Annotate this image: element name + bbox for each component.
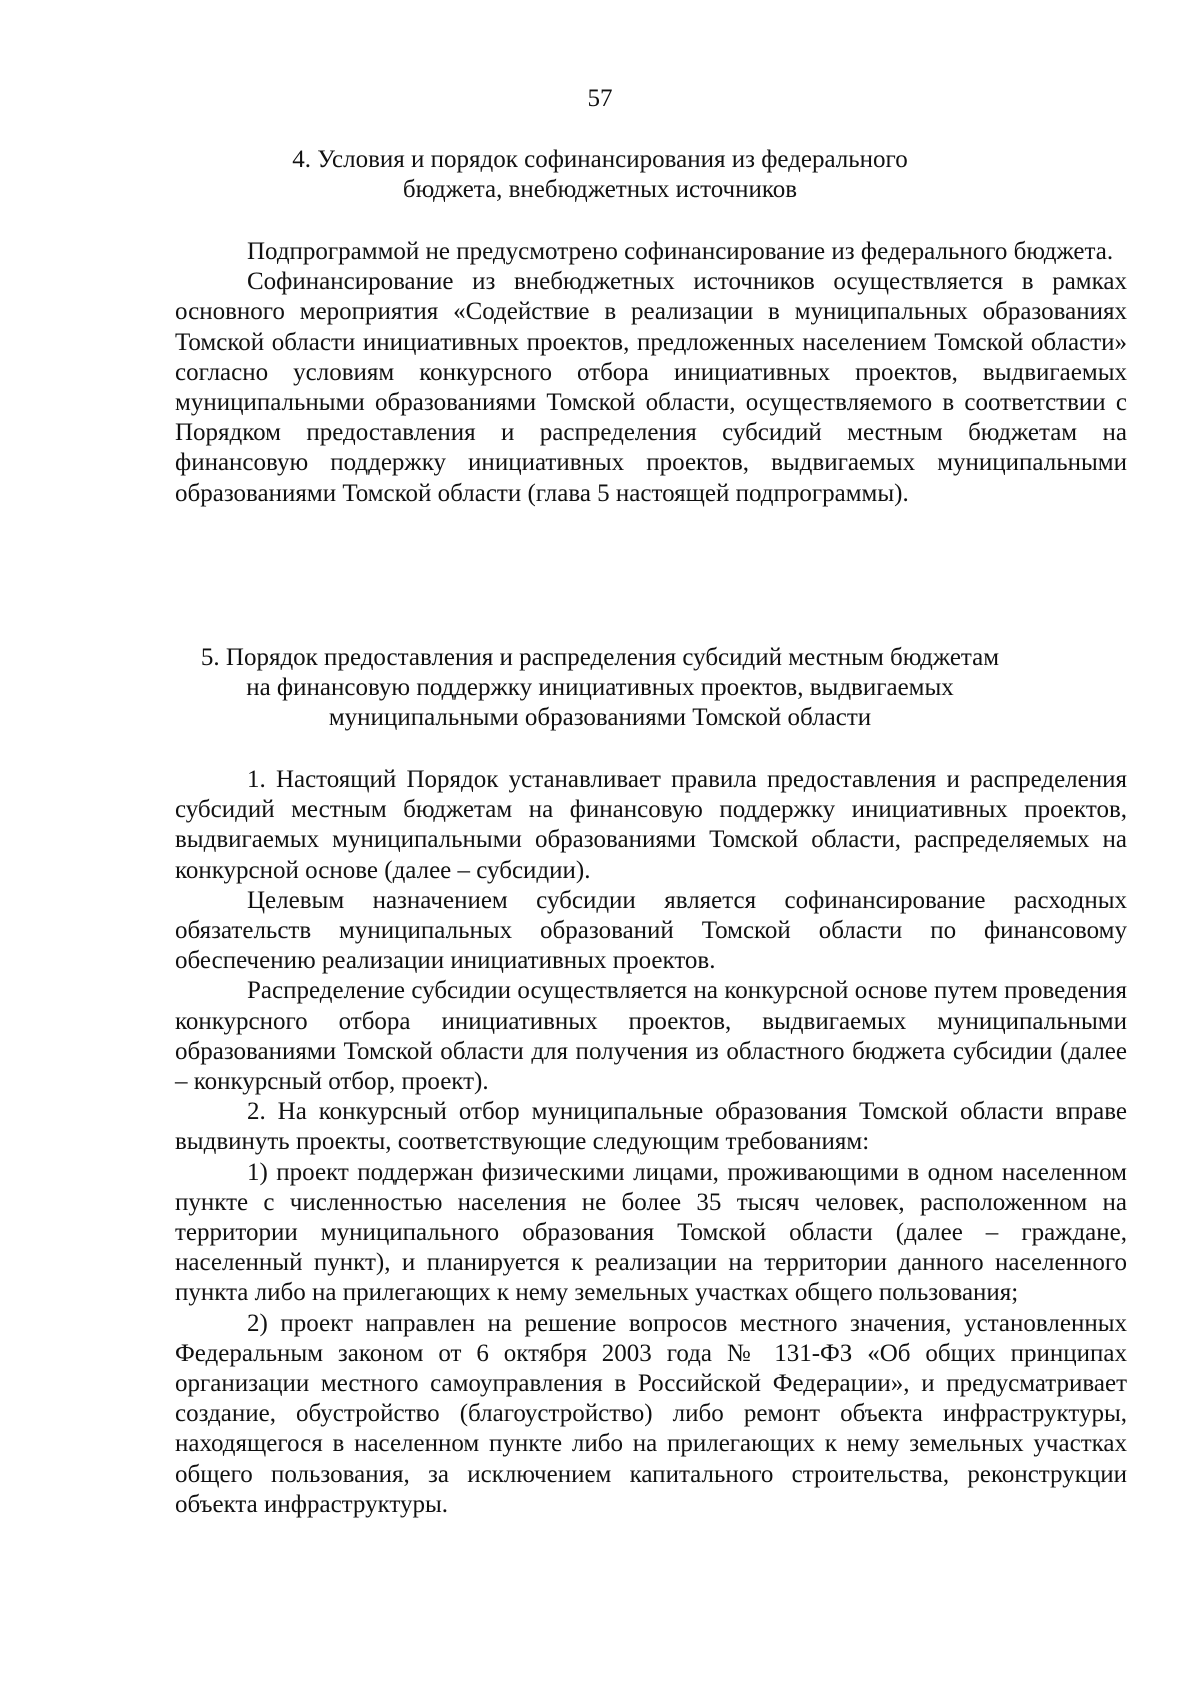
section-4-title-line: 4. Условия и порядок софинансирования из федерального [292,146,908,173]
section-5-title-line: муниципальными образованиями Томской области [328,704,872,731]
section-5-body [175,765,1127,1520]
paragraph: 2) проект направлен на решение вопросов местного значения, установленных Федеральным законом от 6 октября 2003 года № 131-ФЗ «Об общих принципах организации местного самоуправления в Российской Федерации», и предусматривает создание, обустройство (благоустройство) либо ремонт объекта инфраструктуры, находящегося в населенном пункте либо на прилегающих к нему земельных участках общего пользования, за исключением капитального строительства, реконструкции объекта инфраструктуры. [175,1309,1127,1518]
section-4-title [0,145,1200,205]
paragraph: Распределение субсидии осуществляется на конкурсной основе путем проведения конкурсного отбора инициативных проектов, выдвигаемых муниципальными образованиями Томской области для получения из областного бюджета субсидии (далее – конкурсный отбор, проект). [175,977,1127,1096]
section-5-title [0,643,1200,733]
section-5-title-line: 5. Порядок предоставления и распределения субсидий местным бюджетам [200,644,1000,671]
paragraph: 1) проект поддержан физическими лицами, проживающими в одном населенном пункте с численностью населения не более 35 тысяч человек, расположенном на территории муниципального образования Томской области (далее – граждане, населенный пункт), и планируется к реализации на территории данного населенного пункта либо на прилегающих к нему земельных участках общего пользования; [175,1158,1127,1307]
section-5-title-line: на финансовую поддержку инициативных проектов, выдвигаемых [246,674,954,701]
paragraph: Целевым назначением субсидии является софинансирование расходных обязательств муниципальных образований Томской области по финансовому обеспечению реализации инициативных проектов. [175,886,1127,975]
paragraph: 1. Настоящий Порядок устанавливает правила предоставления и распределения субсидий местным бюджетам на финансовую поддержку инициативных проектов, выдвигаемых муниципальными образованиями Томской области, распределяемых на конкурсной основе (далее – субсидии). [175,766,1127,884]
page-number: 57 [587,85,613,112]
paragraph: 2. На конкурсный отбор муниципальные образования Томской области вправе выдвинуть проекты, соответствующие следующим требованиям: [175,1098,1127,1156]
section-4-body [175,237,1127,509]
paragraph: Софинансирование из внебюджетных источников осуществляется в рамках основного мероприятия «Содействие в реализации в муниципальных образованиях Томской области инициативных проектов, предложенных населением Томской области» согласно условиям конкурсного отбора инициативных проектов, выдвигаемых муниципальными образованиями Томской области, осуществляемого в соответствии с Порядком предоставления и распределения субсидий местным бюджетам на финансовую поддержку инициативных проектов, выдвигаемых муниципальными образованиями Томской области (глава 5 настоящей подпрограммы). [175,268,1127,507]
section-4-title-line: бюджета, внебюджетных источников [402,176,798,203]
paragraph: Подпрограммой не предусмотрено софинансирование из федерального бюджета. [247,238,1114,265]
